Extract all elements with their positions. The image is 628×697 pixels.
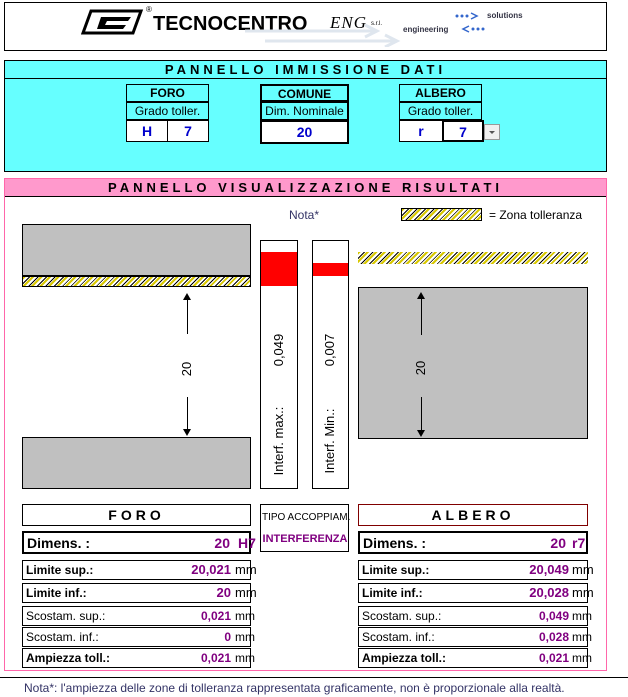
chevron-down-icon bbox=[485, 125, 499, 139]
tecnocentro-logo-icon bbox=[81, 7, 145, 37]
albero-scost-inf-label: Scostam. inf.: bbox=[362, 630, 435, 644]
albero-scost-sup-row bbox=[358, 606, 592, 626]
brand-name: TECNOCENTRO bbox=[153, 13, 308, 35]
albero-ampiezza-label: Ampiezza toll.: bbox=[362, 651, 447, 665]
albero-dimens-tol: r7 bbox=[572, 535, 586, 551]
interf-max-label: Interf. max.: bbox=[271, 406, 286, 476]
albero-lim-sup-unit: mm bbox=[572, 562, 594, 577]
dots-arrows-icon bbox=[453, 12, 487, 36]
hole-dim-arrow-up-icon bbox=[183, 293, 191, 300]
foro-letter-field[interactable]: H bbox=[126, 120, 168, 142]
albero-lim-sup-value: 20,049 bbox=[529, 562, 569, 577]
albero-input-sub: Grado toller. bbox=[399, 102, 482, 120]
interf-min-zone bbox=[313, 263, 348, 276]
foro-scost-sup-label: Scostam. sup.: bbox=[26, 609, 106, 623]
foro-lim-sup-row bbox=[22, 560, 257, 580]
hole-dim-label: 20 bbox=[179, 361, 194, 377]
albero-lim-inf-label: Limite inf.: bbox=[362, 586, 423, 600]
nominal-dimension-field[interactable]: 20 bbox=[260, 120, 349, 144]
comune-input-sub: Dim. Nominale bbox=[260, 102, 349, 120]
registered-mark: ® bbox=[146, 5, 152, 14]
foro-ampiezza-value: 0,021 bbox=[200, 651, 231, 665]
foro-ampiezza-unit: mm bbox=[235, 651, 255, 665]
albero-grade-field[interactable]: 7 bbox=[442, 120, 484, 142]
tipo-accoppiamento-label: TIPO ACCOPPIAM. bbox=[262, 512, 351, 523]
albero-letter-field[interactable]: r bbox=[399, 120, 443, 142]
shaft-dim-line-bottom bbox=[421, 397, 422, 430]
foro-input-sub: Grado toller. bbox=[126, 102, 209, 120]
foro-scost-sup-row bbox=[22, 606, 255, 626]
albero-scost-sup-unit: mm bbox=[572, 609, 592, 623]
foro-dimens-row bbox=[22, 531, 256, 554]
albero-lim-inf-unit: mm bbox=[572, 585, 594, 600]
header-banner bbox=[4, 2, 607, 51]
foro-result-title: FORO bbox=[22, 504, 251, 526]
tagline-solutions: solutions bbox=[487, 11, 523, 20]
legend-label: = Zona tolleranza bbox=[489, 208, 583, 222]
albero-lim-inf-value: 20,028 bbox=[529, 585, 569, 600]
shaft-dim-label: 20 bbox=[413, 360, 428, 376]
foro-ampiezza-label: Ampiezza toll.: bbox=[26, 651, 111, 665]
shaft-dim-line-top bbox=[421, 299, 422, 335]
foro-scost-inf-value: 0 bbox=[224, 630, 231, 644]
foro-scost-sup-value: 0,021 bbox=[200, 609, 231, 623]
albero-ampiezza-unit: mm bbox=[572, 651, 592, 665]
result-panel-title: PANNELLO VISUALIZZAZIONE RISULTATI bbox=[5, 179, 606, 197]
albero-ampiezza-value: 0,021 bbox=[538, 651, 569, 665]
tipo-accoppiamento-value: INTERFERENZA bbox=[262, 533, 348, 545]
foro-grade-field[interactable]: 7 bbox=[167, 120, 209, 142]
albero-scost-inf-row bbox=[358, 627, 592, 647]
foro-ampiezza-row bbox=[22, 648, 255, 668]
albero-result-title: ALBERO bbox=[358, 504, 588, 526]
tagline-engineering: engineering bbox=[403, 25, 449, 34]
albero-dimens-row bbox=[358, 531, 588, 554]
hole-dim-line-top bbox=[187, 300, 188, 334]
foro-lim-sup-unit: mm bbox=[235, 562, 257, 577]
interf-max-zone bbox=[261, 252, 297, 286]
albero-scost-sup-label: Scostam. sup.: bbox=[362, 609, 442, 623]
foro-lim-sup-label: Limite sup.: bbox=[26, 563, 94, 577]
nota-label: Nota* bbox=[289, 208, 320, 222]
comune-input-header: COMUNE bbox=[260, 84, 349, 102]
shaft-dim-arrow-down-icon bbox=[417, 430, 425, 437]
input-panel-title: PANNELLO IMMISSIONE DATI bbox=[5, 61, 606, 79]
albero-grade-dropdown-button[interactable] bbox=[484, 124, 500, 140]
foro-scost-inf-unit: mm bbox=[235, 630, 255, 644]
foro-lim-inf-label: Limite inf.: bbox=[26, 586, 87, 600]
foro-lim-inf-value: 20 bbox=[216, 585, 231, 600]
foro-lim-inf-row bbox=[22, 583, 257, 603]
foro-lim-inf-unit: mm bbox=[235, 585, 257, 600]
interf-max-value: 0,049 bbox=[271, 333, 286, 367]
shaft-block bbox=[358, 287, 588, 439]
foro-dimens-tol: H7 bbox=[238, 535, 256, 551]
albero-scost-sup-value: 0,049 bbox=[538, 609, 569, 623]
foro-input-header: FORO bbox=[126, 84, 209, 102]
brand-srl: s.r.l. bbox=[371, 21, 383, 27]
albero-dimens-label: Dimens. : bbox=[363, 535, 427, 551]
brand-suffix: ENG bbox=[330, 13, 367, 32]
albero-scost-inf-value: 0,028 bbox=[538, 630, 569, 644]
foro-dimens-value: 20 bbox=[214, 535, 230, 551]
interf-min-label: Interf. Min.: bbox=[322, 408, 337, 474]
albero-input-header: ALBERO bbox=[399, 84, 482, 102]
foro-scost-inf-label: Scostam. inf.: bbox=[26, 630, 99, 644]
shaft-tolerance-zone bbox=[358, 252, 588, 264]
legend-hatch-swatch bbox=[401, 208, 482, 221]
interf-min-value: 0,007 bbox=[322, 333, 337, 367]
foro-scost-sup-unit: mm bbox=[235, 609, 255, 623]
albero-dimens-value: 20 bbox=[550, 535, 566, 551]
albero-lim-inf-row bbox=[358, 583, 594, 603]
hole-lower-block bbox=[22, 437, 251, 489]
hole-upper-block bbox=[22, 224, 251, 276]
albero-lim-sup-row bbox=[358, 560, 594, 580]
foro-dimens-label: Dimens. : bbox=[27, 535, 91, 551]
hole-tolerance-zone bbox=[22, 276, 251, 287]
shaft-dim-arrow-up-icon bbox=[417, 292, 425, 299]
foro-scost-inf-row bbox=[22, 627, 255, 647]
arrows-decoration-icon bbox=[245, 23, 405, 47]
albero-scost-inf-unit: mm bbox=[572, 630, 592, 644]
albero-lim-sup-label: Limite sup.: bbox=[362, 563, 430, 577]
footnote-text: Nota*: l'ampiezza delle zone di tolleranza rappresentata graficamente, non è proporzionale alla realtà. bbox=[24, 681, 565, 695]
hole-dim-line-bottom bbox=[187, 397, 188, 429]
hole-dim-arrow-down-icon bbox=[183, 429, 191, 436]
foro-lim-sup-value: 20,021 bbox=[191, 562, 231, 577]
albero-ampiezza-row bbox=[358, 648, 592, 668]
